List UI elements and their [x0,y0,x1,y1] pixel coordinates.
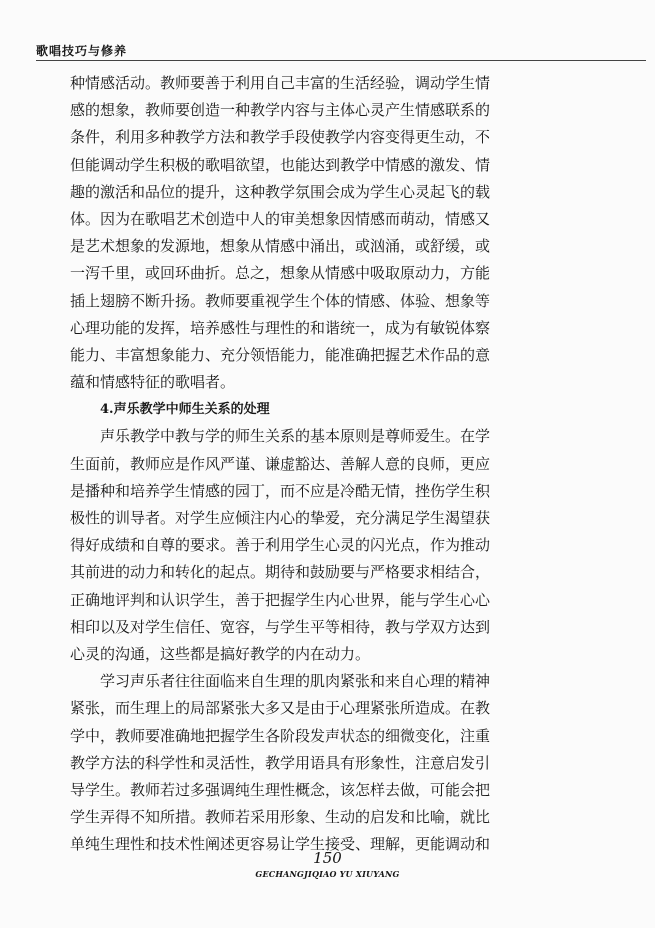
footer-series-name: GECHANGJIQIAO YU XIUYANG [255,869,400,879]
text-line: 条件，利用多种教学方法和教学手段使教学内容变得更生动，不 [70,128,491,147]
text-line: 体。因为在歌唱艺术创造中人的审美想象因情感而萌动，情感又 [70,209,491,228]
text-line: 学生弄得不知所措。教师若采用形象、生动的启发和比喻，就比 [70,808,491,827]
page-number: 150 [313,849,342,867]
text-line: 能力、丰富想象能力、充分领悟能力，能准确把握艺术作品的意 [70,345,491,364]
text-line: 一泻千里，或回环曲折。总之，想象从情感中吸取原动力，方能 [70,264,491,283]
paragraph-first-line: 学习声乐者往往面临来自生理的肌肉紧张和来自心理的精神 [100,672,491,691]
text-line: 正确地评判和认识学生，善于把握学生内心世界，能与学生心心 [70,590,491,609]
text-line: 紧张，而生理上的局部紧张大多又是由于心理紧张所造成。在教 [70,699,491,718]
running-header-title: 歌唱技巧与修养 [36,44,128,58]
section-heading: 4.声乐教学中师生关系的处理 [100,402,270,418]
text-line: 心理功能的发挥，培养感性与理性的和谐统一，成为有敏锐体察 [70,318,491,337]
text-line: 是播种和培养学生情感的园丁，而不应是冷酷无情，挫伤学生积 [70,481,491,500]
text-line: 生面前，教师应是作风严谨、谦虚豁达、善解人意的良师，更应 [70,454,491,473]
text-line: 但能调动学生积极的歌唱欲望，也能达到教学中情感的激发、情 [70,155,491,174]
text-line: 相印以及对学生信任、宽容，与学生平等相待，教与学双方达到 [70,617,491,636]
main-text-block [70,70,590,858]
text-line: 趣的激活和品位的提升，这种教学氛围会成为学生心灵起飞的载 [70,182,491,201]
text-line: 插上翅膀不断升扬。教师要重视学生个体的情感、体验、想象等 [70,291,491,310]
text-line: 极性的训导者。对学生应倾注内心的挚爱，充分满足学生渴望获 [70,509,491,527]
text-line: 学中，教师要准确地把握学生各阶段发声状态的细微变化，注重 [70,726,491,745]
text-line: 单纯生理性和技术性阐述更容易让学生接受、理解，更能调动和 [70,835,491,854]
text-line: 其前进的动力和转化的起点。期待和鼓励要与严格要求相结合， [70,563,491,582]
paragraph-first-line: 声乐教学中教与学的师生关系的基本原则是尊师爱生。在学 [100,427,491,446]
text-line: 是艺术想象的发源地，想象从情感中涌出，或汹涌，或舒缓，或 [70,237,491,256]
text-line: 得好成绩和自尊的要求。善于利用学生心灵的闪光点，作为推动 [70,536,491,555]
text-line: 心灵的沟通，这些都是搞好教学的内在动力。 [70,644,371,663]
text-line: 教学方法的科学性和灵活性，教学用语具有形象性，注意启发引 [70,753,491,772]
text-line: 蕴和情感特征的歌唱者。 [70,373,236,392]
text-line: 感的想象，教师要创造一种教学内容与主体心灵产生情感联系的 [70,101,491,120]
header-rule [36,60,646,61]
text-line: 种情感活动。教师要善于利用自己丰富的生活经验，调动学生情 [70,74,491,92]
text-line: 导学生。教师若过多强调纯生理性概念，该怎样去做，可能会把 [70,780,491,799]
